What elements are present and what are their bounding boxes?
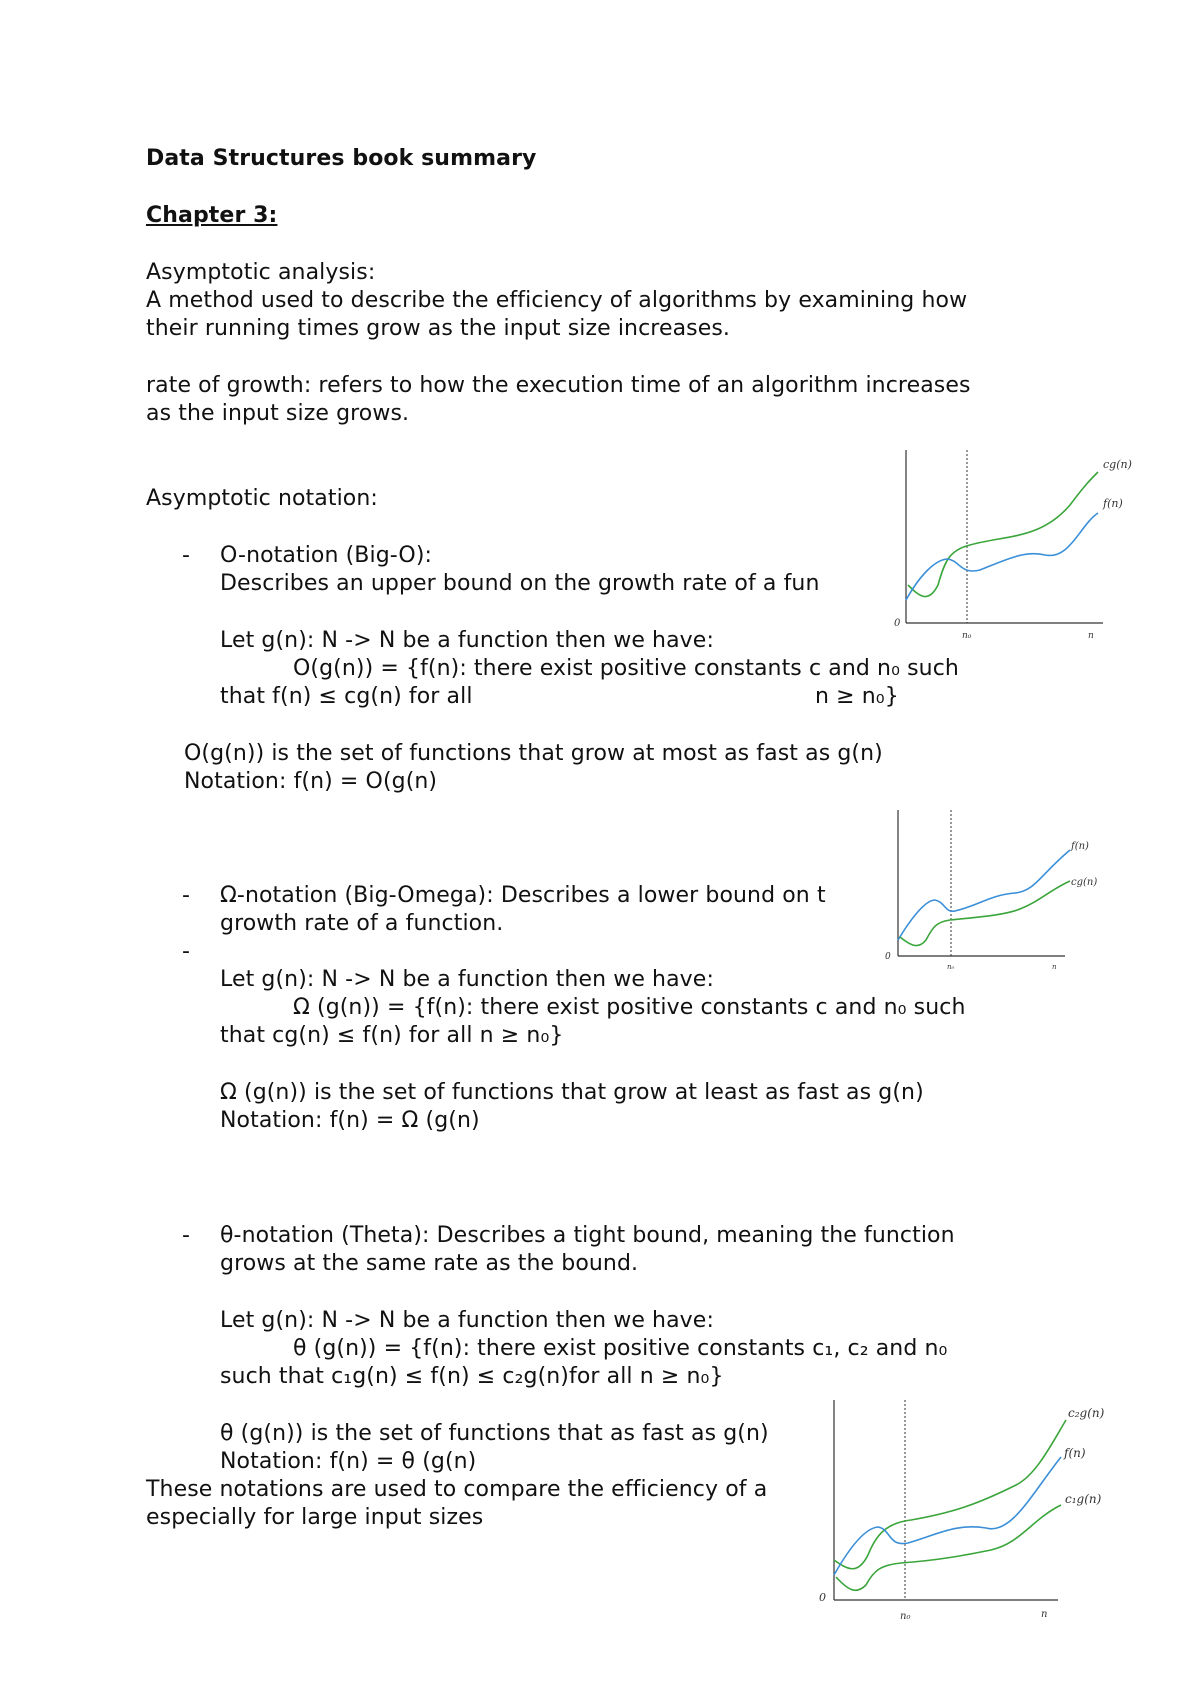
theta-upper-label: c₂g(n) [1068, 1406, 1105, 1420]
theta-notation: Notation: f(n) = θ (g(n) [220, 1449, 477, 1474]
theta-set: θ (g(n)) is the set of functions that as fast as g(n) [220, 1421, 769, 1446]
omega-definition-1: Ω (g(n)) = {f(n): there exist positive constants c and n₀ such [293, 995, 966, 1020]
omega-definition-2: that cg(n) ≤ f(n) for all n ≥ n₀} [220, 1023, 564, 1048]
big-o-definition-1: O(g(n)) = {f(n): there exist positive constants c and n₀ such [293, 656, 959, 681]
big-o-definition-2b: n ≥ n₀} [815, 684, 899, 709]
big-o-upper-label: cg(n) [1103, 458, 1132, 471]
big-o-lower-label: f(n) [1103, 497, 1123, 510]
omega-title-2: growth rate of a function. [220, 911, 504, 936]
omega-cg-curve [900, 881, 1070, 946]
omega-n-label: n [1052, 963, 1057, 971]
big-o-origin-label: 0 [894, 618, 901, 629]
big-o-f-curve [906, 513, 1098, 600]
omega-origin-label: 0 [885, 952, 891, 962]
asym-analysis-text-1: A method used to describe the efficiency of algorithms by examining how [146, 288, 968, 313]
asym-analysis-text-2: their running times grow as the input size increases. [146, 316, 731, 341]
big-o-n0-label: n₀ [962, 631, 972, 641]
big-o-notation: Notation: f(n) = O(g(n) [184, 769, 438, 794]
theta-title-1: θ-notation (Theta): Describes a tight bound, meaning the function [220, 1223, 955, 1248]
theta-n0-label: n₀ [900, 1611, 911, 1622]
big-o-definition-2a: that f(n) ≤ cg(n) for all [220, 684, 473, 709]
theta-c1g-curve [836, 1505, 1061, 1590]
theta-definition-1: θ (g(n)) = {f(n): there exist positive constants c₁, c₂ and n₀ [293, 1336, 948, 1361]
theta-middle-label: f(n) [1064, 1446, 1086, 1460]
omega-title-1: Ω-notation (Big-Omega): Describes a lower bound on t [220, 883, 826, 908]
omega-lower-label: cg(n) [1071, 877, 1098, 888]
closing-text-2: especially for large input sizes [146, 1505, 484, 1530]
theta-definition-2: such that c₁g(n) ≤ f(n) ≤ c₂g(n)for all n ≥ n₀} [220, 1364, 724, 1389]
omega-set: Ω (g(n)) is the set of functions that grow at least as fast as g(n) [220, 1080, 924, 1105]
big-o-description: Describes an upper bound on the growth rate of a fun [220, 571, 820, 596]
big-o-cg-curve [908, 472, 1098, 597]
big-o-graph [885, 445, 1150, 645]
theta-c2g-curve [834, 1420, 1066, 1569]
closing-text-1: These notations are used to compare the efficiency of a [146, 1477, 768, 1502]
asym-notation-heading: Asymptotic notation: [146, 486, 378, 511]
omega-let: Let g(n): N -> N be a function then we have: [220, 967, 714, 992]
big-o-n-label: n [1088, 631, 1094, 641]
theta-origin-label: 0 [819, 1591, 826, 1604]
document-title: Data Structures book summary [146, 146, 537, 171]
theta-graph [816, 1395, 1136, 1630]
big-o-set: O(g(n)) is the set of functions that grow at most as fast as g(n) [184, 741, 883, 766]
omega-upper-label: f(n) [1071, 841, 1089, 852]
theta-bullet: - [182, 1223, 190, 1248]
rate-of-growth-text-1: rate of growth: refers to how the execution time of an algorithm increases [146, 373, 971, 398]
theta-lower-label: c₁g(n) [1065, 1492, 1102, 1506]
omega-notation: Notation: f(n) = Ω (g(n) [220, 1108, 480, 1133]
omega-bullet-empty: - [182, 939, 190, 964]
theta-let: Let g(n): N -> N be a function then we have: [220, 1308, 714, 1333]
omega-n0-label: n₀ [947, 963, 955, 971]
omega-graph [880, 805, 1110, 975]
theta-title-2: grows at the same rate as the bound. [220, 1251, 639, 1276]
big-o-let: Let g(n): N -> N be a function then we have: [220, 628, 714, 653]
big-o-bullet: - [182, 543, 190, 568]
big-o-title: O-notation (Big-O): [220, 543, 433, 568]
chapter-heading: Chapter 3: [146, 203, 278, 228]
omega-bullet: - [182, 883, 190, 908]
theta-n-label: n [1041, 1609, 1048, 1620]
rate-of-growth-text-2: as the input size grows. [146, 401, 410, 426]
asym-analysis-heading: Asymptotic analysis: [146, 260, 376, 285]
